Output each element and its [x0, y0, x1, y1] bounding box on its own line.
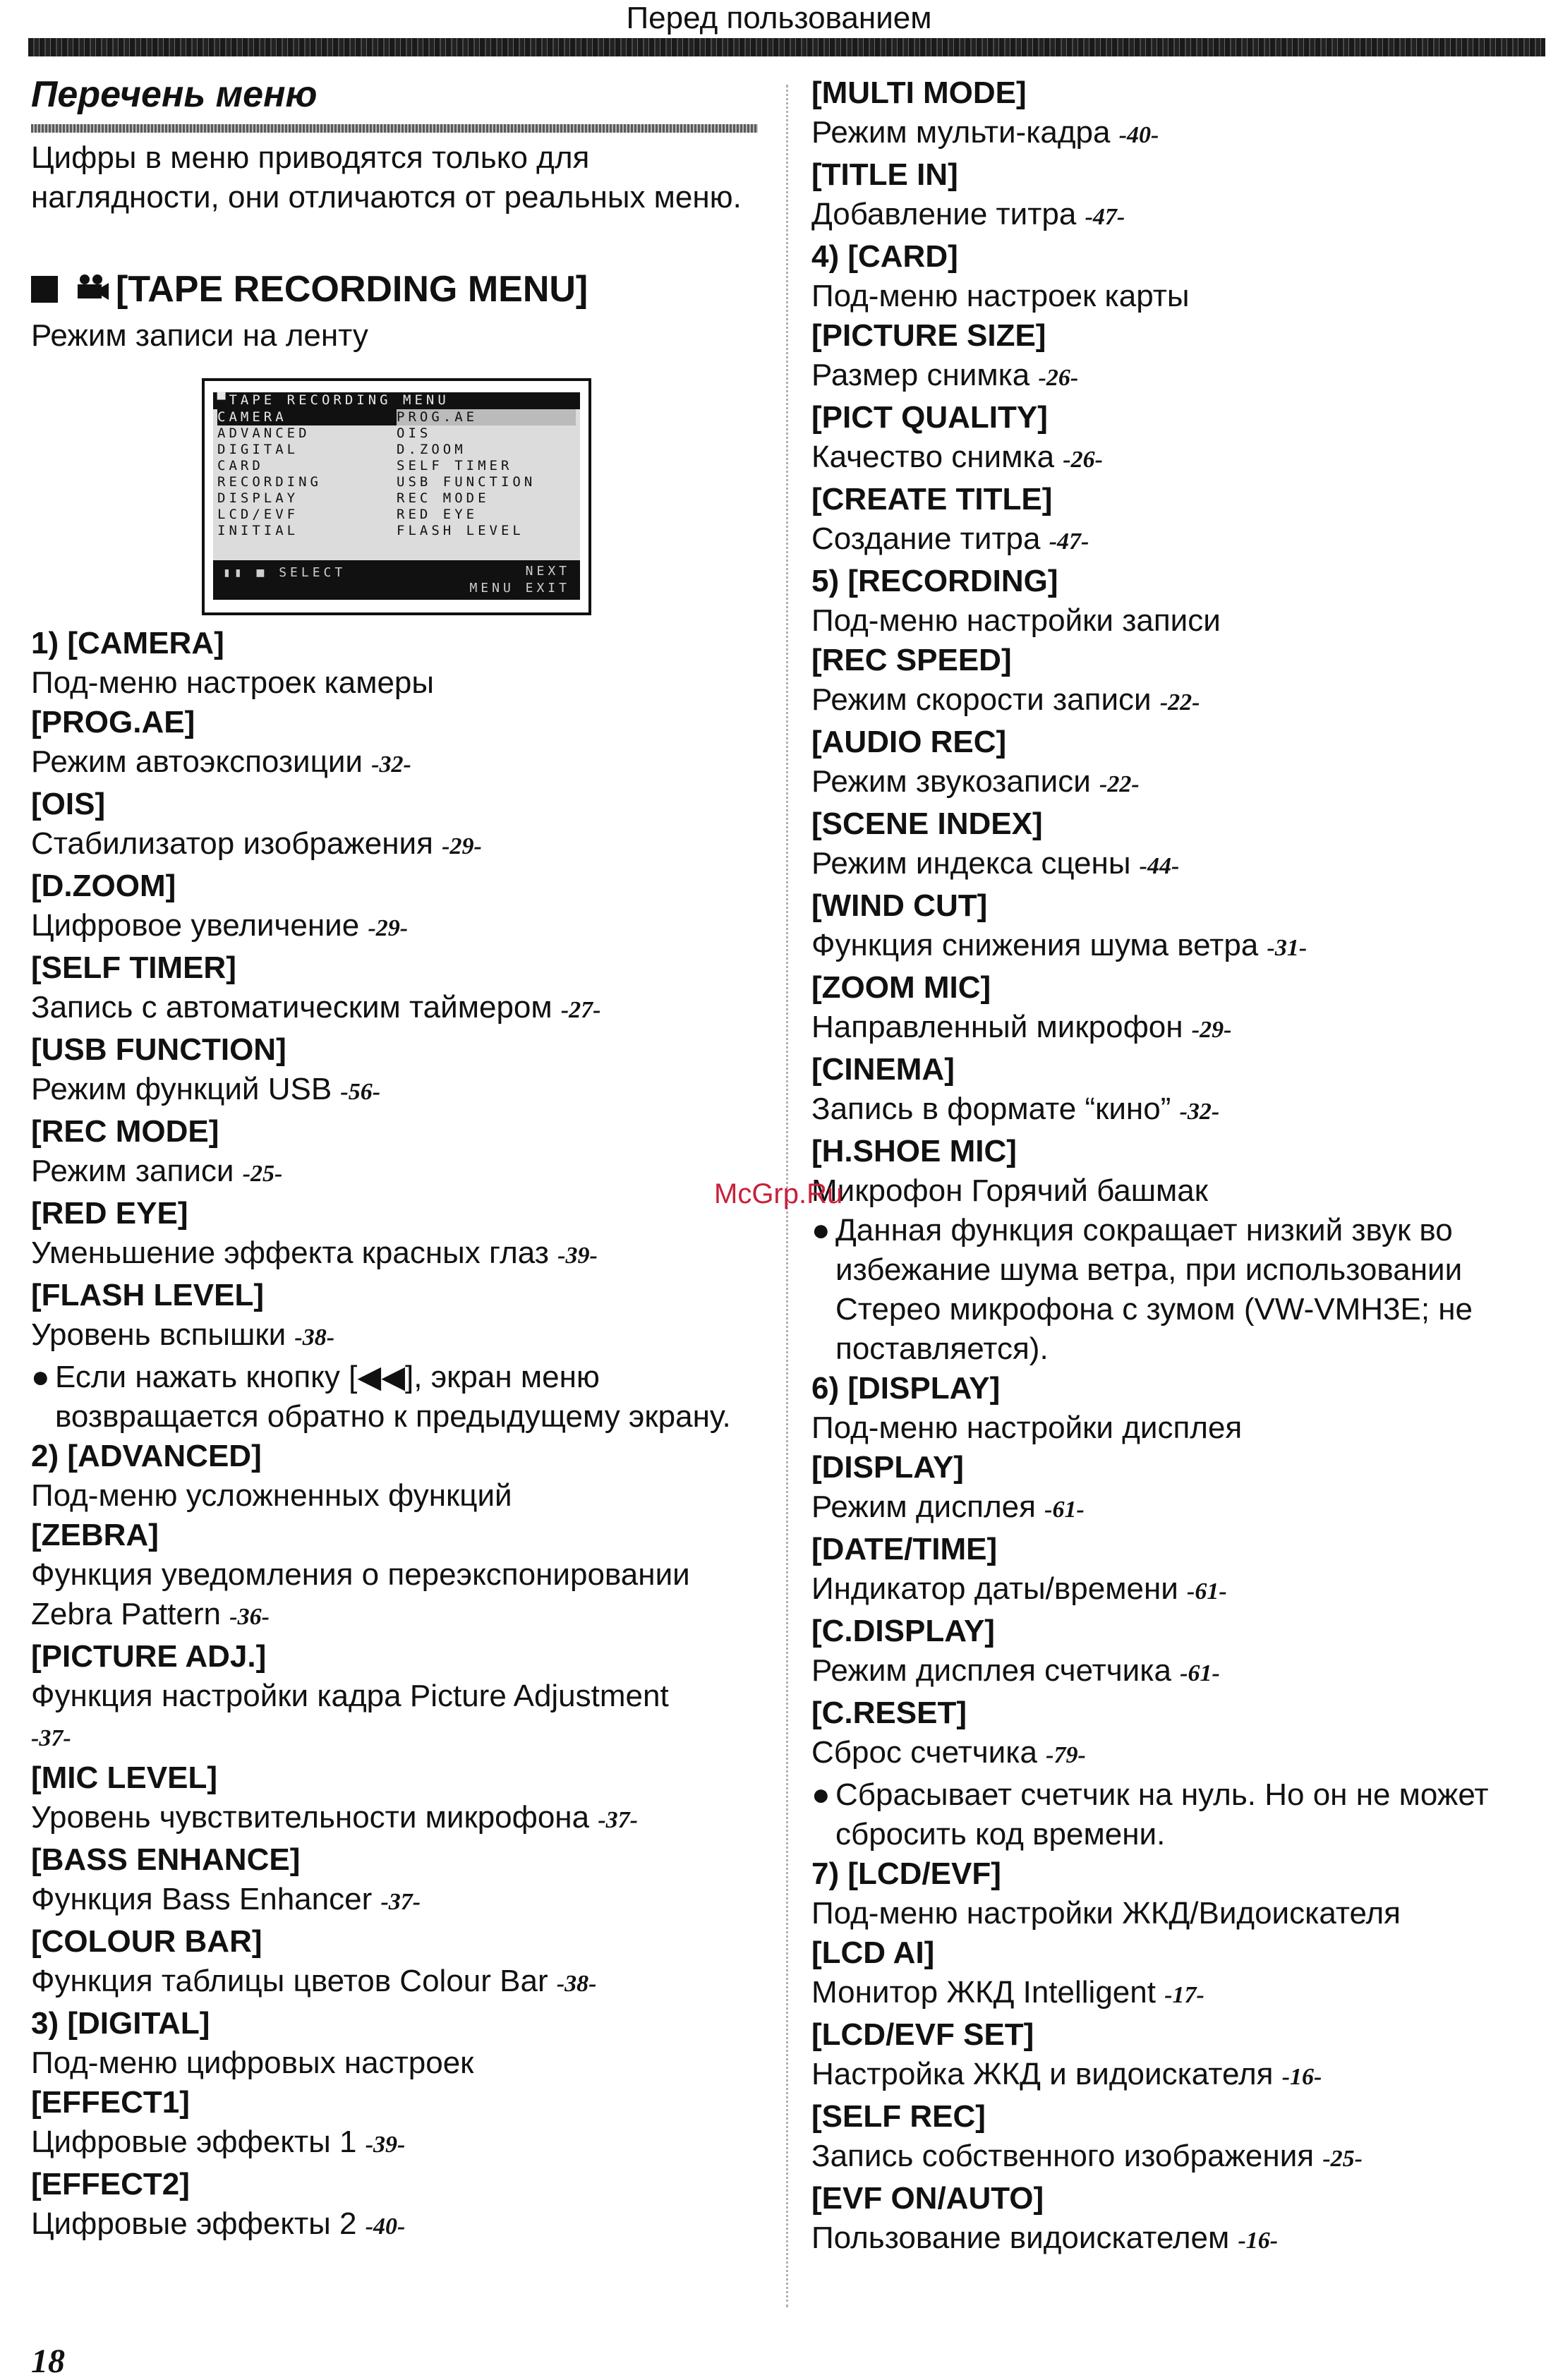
entry-text: Под-меню настроек карты	[811, 279, 1190, 313]
menu-item-heading	[811, 804, 1552, 844]
menu-item-description	[811, 1408, 1552, 1448]
menu-screen-items	[213, 409, 580, 539]
menu-screen-item: DISPLAY	[217, 490, 299, 506]
page-reference: -32-	[1179, 1099, 1220, 1125]
menu-screen-item: D.ZOOM	[397, 442, 466, 457]
entry-text: Функция настройки кадра Picture Adjustment	[31, 1679, 669, 1713]
entry-text: Под-меню настроек камеры	[31, 665, 435, 700]
menu-item-description	[31, 1716, 772, 1758]
entry-text: [ZEBRA]	[31, 1518, 159, 1552]
page-reference: -16-	[1281, 2064, 1322, 2090]
page-reference: -31-	[1267, 935, 1308, 961]
entry-text: 2) [ADVANCED]	[31, 1439, 262, 1473]
entry-text: [MIC LEVEL]	[31, 1760, 217, 1795]
entry-text: [EFFECT2]	[31, 2167, 190, 2201]
menu-item-heading	[31, 1030, 772, 1070]
entry-text: Режим записи	[31, 1154, 243, 1188]
page-reference: -25-	[242, 1161, 283, 1187]
entry-text: [PICTURE ADJ.]	[31, 1639, 267, 1674]
entry-text: [CINEMA]	[811, 1052, 955, 1087]
menu-screen-item: LCD/EVF	[217, 507, 299, 522]
menu-item-heading	[31, 1437, 772, 1476]
menu-item-description	[31, 1962, 772, 2004]
entry-text: 1) [CAMERA]	[31, 626, 224, 660]
menu-item-heading	[811, 155, 1552, 195]
menu-item-description	[811, 2218, 1552, 2261]
menu-item-heading	[31, 2083, 772, 2122]
page-reference: -26-	[1063, 447, 1103, 473]
menu-item-description	[811, 1089, 1552, 1132]
menu-screen-item: USB FUNCTION	[397, 474, 536, 490]
intro-text: Цифры в меню приводятся только для наглядности, они отличаются от реальных меню.	[31, 140, 742, 215]
page-reference: -56-	[340, 1079, 381, 1105]
entry-text: [C.DISPLAY]	[811, 1614, 995, 1648]
page-reference: -29-	[1191, 1017, 1232, 1043]
entry-text: Функция Bass Enhancer	[31, 1882, 381, 1916]
menu-item-description	[811, 1973, 1552, 2015]
menu-item-heading	[811, 2179, 1552, 2218]
watermark: McGrp.Ru	[714, 1178, 843, 1209]
menu-item-heading	[811, 1050, 1552, 1089]
menu-screen-item: ADVANCED	[217, 425, 310, 441]
entry-text: Под-меню настройки дисплея	[811, 1411, 1243, 1445]
menu-item-description	[811, 1008, 1552, 1050]
header-bar	[28, 38, 1545, 56]
entry-text: Цифровые эффекты 1	[31, 2125, 366, 2159]
note-bullet	[31, 1358, 772, 1437]
menu-item-description	[811, 519, 1552, 562]
menu-item-heading	[811, 1530, 1552, 1569]
menu-item-heading	[811, 480, 1552, 519]
menu-item-description	[811, 762, 1552, 804]
entry-text: Пользование видоискателем	[811, 2221, 1238, 2255]
page-header-title: Перед пользованием	[626, 1, 932, 35]
menu-screen-item: CARD	[217, 458, 264, 473]
menu-item-heading	[811, 1132, 1552, 1171]
entry-text: Режим мульти-кадра	[811, 115, 1119, 150]
entry-text: 3) [DIGITAL]	[31, 2006, 210, 2041]
menu-item-heading	[31, 1276, 772, 1315]
menu-item-heading	[811, 1448, 1552, 1487]
page-reference: -40-	[365, 2213, 406, 2240]
menu-item-description	[31, 824, 772, 866]
menu-screen-item: CAMERA	[217, 409, 397, 425]
entry-text: Режим автоэкспозиции	[31, 744, 372, 779]
entry-text: Цифровые эффекты 2	[31, 2206, 366, 2241]
page-reference: -39-	[557, 1243, 598, 1269]
entry-text: [LCD AI]	[811, 1935, 935, 1970]
entry-text: Zebra Pattern	[31, 1597, 230, 1631]
lcd-camera-icon: ▀	[217, 392, 229, 408]
menu-item-heading	[31, 866, 772, 906]
square-bullet-icon	[31, 276, 58, 303]
menu-item-description	[31, 742, 772, 785]
entry-text: [REC SPEED]	[811, 643, 1012, 677]
entry-text: [OIS]	[31, 787, 106, 821]
menu-item-description	[31, 1555, 772, 1595]
footer-select: ▮▮ ■ SELECT	[223, 565, 346, 580]
entry-text: Режим функций USB	[31, 1072, 341, 1106]
menu-item-description	[31, 1880, 772, 1922]
menu-screen-left-column	[217, 409, 397, 539]
menu-screen-item: SELF TIMER	[397, 458, 513, 473]
entry-text: [TITLE IN]	[811, 157, 958, 192]
entry-text: [LCD/EVF SET]	[811, 2017, 1034, 2052]
menu-item-description	[811, 277, 1552, 316]
page-reference: -29-	[442, 833, 482, 859]
menu-item-description	[811, 1733, 1552, 1775]
page-reference: -17-	[1164, 1982, 1204, 2008]
entry-text: Под-меню настройки ЖКД/Видоискателя	[811, 1896, 1401, 1931]
menu-item-heading	[811, 1693, 1552, 1733]
menu-item-description	[811, 113, 1552, 155]
entry-text: Режим индекса сцены	[811, 846, 1140, 881]
menu-screen-footer	[213, 560, 580, 600]
camera-icon	[76, 268, 109, 310]
menu-item-heading	[811, 1854, 1552, 1894]
entry-text: [SELF REC]	[811, 2099, 986, 2134]
footer-exit: MENU EXIT	[469, 581, 570, 596]
entry-text: 4) [CARD]	[811, 239, 958, 274]
page-reference: -44-	[1139, 853, 1180, 879]
menu-item-heading	[31, 2165, 772, 2204]
menu-item-heading	[811, 641, 1552, 680]
entry-text: Стабилизатор изображения	[31, 826, 442, 861]
entry-text: [PROG.AE]	[31, 705, 195, 739]
menu-item-heading	[31, 1637, 772, 1677]
menu-item-heading	[31, 1194, 772, 1233]
menu-item-description	[31, 988, 772, 1030]
entry-text: [C.RESET]	[811, 1696, 967, 1730]
entry-text: Функция снижения шума ветра	[811, 928, 1267, 962]
page-reference: -38-	[294, 1324, 335, 1351]
page-reference: -47-	[1085, 204, 1125, 230]
menu-screen-illustration	[202, 378, 591, 615]
entry-text: [PICTURE SIZE]	[811, 318, 1046, 353]
section-title: Перечень меню	[31, 74, 318, 115]
entry-text: Направленный микрофон	[811, 1010, 1192, 1044]
entry-text: 7) [LCD/EVF]	[811, 1856, 1001, 1891]
entry-text: Монитор ЖКД Intelligent	[811, 1975, 1165, 2010]
entry-text: [RED EYE]	[31, 1196, 188, 1231]
entry-text: Сбрасывает счетчик на нуль. Но он не может сбросить код времени.	[835, 1777, 1489, 1852]
entry-text: Уровень чувствительности микрофона	[31, 1800, 598, 1835]
menu-item-heading	[811, 2097, 1552, 2137]
page-reference: -47-	[1049, 528, 1089, 555]
menu-item-description	[811, 2137, 1552, 2179]
entry-text: [MULTI MODE]	[811, 75, 1027, 110]
menu-screen-item: FLASH LEVEL	[397, 523, 524, 538]
menu-item-description	[31, 1595, 772, 1637]
entry-text: 6) [DISPLAY]	[811, 1371, 1001, 1406]
entry-text: [D.ZOOM]	[31, 869, 176, 903]
menu-screen-title: ▀TAPE RECORDING MENU	[213, 392, 580, 409]
menu-item-heading	[811, 723, 1552, 762]
menu-screen-item: RED EYE	[397, 507, 478, 522]
entry-text: [EFFECT1]	[31, 2085, 190, 2120]
menu-item-heading	[811, 886, 1552, 926]
menu-item-description	[31, 2204, 772, 2247]
entry-text: Цифровое увеличение	[31, 908, 368, 943]
entry-text: Функция уведомления о переэкспонировании	[31, 1557, 690, 1592]
page-reference: -61-	[1044, 1497, 1085, 1523]
menu-item-description	[811, 844, 1552, 886]
entry-text: Уменьшение эффекта красных глаз	[31, 1236, 558, 1270]
menu-item-description	[31, 1798, 772, 1840]
page-reference: -22-	[1159, 689, 1200, 715]
entry-text: Под-меню усложненных функций	[31, 1478, 512, 1513]
entry-text: [REC MODE]	[31, 1114, 219, 1149]
page-reference: -61-	[1180, 1660, 1220, 1686]
menu-item-heading	[31, 2004, 772, 2043]
menu-item-description	[31, 1152, 772, 1194]
entry-text: Добавление титра	[811, 197, 1085, 231]
page-reference: -38-	[556, 1971, 597, 1997]
entry-text: Размер снимка	[811, 358, 1039, 392]
menu-screen	[213, 392, 580, 600]
menu-item-heading	[811, 562, 1552, 601]
page-reference: -26-	[1038, 365, 1079, 391]
entry-text: [BASS ENHANCE]	[31, 1842, 301, 1877]
page-reference: -37-	[31, 1725, 71, 1751]
menu-item-heading	[31, 1922, 772, 1962]
menu-subheading: Режим записи на ленту	[31, 318, 368, 353]
entry-text: Режим звукозаписи	[811, 764, 1100, 799]
entry-text: 5) [RECORDING]	[811, 564, 1058, 598]
page-reference: -36-	[229, 1604, 270, 1630]
menu-item-description	[811, 1894, 1552, 1933]
page-reference: -25-	[1322, 2146, 1363, 2172]
entry-text: Качество снимка	[811, 440, 1063, 474]
entry-text: Микрофон Горячий башмак	[811, 1173, 1209, 1208]
page-reference: -37-	[598, 1807, 638, 1833]
entry-text: [EVF ON/AUTO]	[811, 2181, 1044, 2216]
entry-text: Сброс счетчика	[811, 1735, 1046, 1770]
menu-screen-right-column	[397, 409, 576, 539]
menu-item-description	[31, 2122, 772, 2165]
entry-text: Настройка ЖКД и видоискателя	[811, 2057, 1282, 2091]
right-column-entries	[811, 73, 1552, 2261]
menu-item-description	[811, 1569, 1552, 1612]
entry-text: [ZOOM MIC]	[811, 970, 991, 1005]
entry-text: [SCENE INDEX]	[811, 807, 1043, 841]
menu-item-description	[811, 1171, 1552, 1211]
menu-item-description	[811, 1487, 1552, 1530]
menu-item-heading	[31, 1758, 772, 1798]
menu-item-heading	[811, 1612, 1552, 1651]
entry-text: [COLOUR BAR]	[31, 1924, 262, 1959]
entry-text: Под-меню настройки записи	[811, 603, 1221, 638]
page-reference: -29-	[368, 915, 409, 941]
menu-item-description	[31, 1476, 772, 1516]
entry-text: [CREATE TITLE]	[811, 482, 1053, 517]
menu-heading	[31, 268, 588, 310]
page-reference: -40-	[1118, 122, 1159, 148]
entry-text: [SELF TIMER]	[31, 950, 236, 985]
entry-text: Если нажать кнопку [◀◀], экран меню возвращается обратно к предыдущему экрану.	[55, 1360, 731, 1434]
entry-text: Запись в формате “кино”	[811, 1092, 1180, 1126]
menu-item-description	[811, 437, 1552, 480]
menu-item-heading	[31, 785, 772, 824]
bullet-dot-icon: ●	[31, 1360, 50, 1394]
page-reference: -16-	[1238, 2228, 1279, 2254]
menu-screen-item: INITIAL	[217, 523, 299, 538]
entry-text: Режим дисплея счетчика	[811, 1653, 1180, 1688]
menu-item-description	[31, 663, 772, 703]
menu-item-heading	[31, 948, 772, 988]
menu-item-description	[811, 1651, 1552, 1693]
menu-screen-item: RECORDING	[217, 474, 322, 490]
left-column-entries	[31, 624, 772, 2247]
menu-item-heading	[31, 703, 772, 742]
entry-text: [FLASH LEVEL]	[31, 1278, 264, 1312]
page-reference: -27-	[560, 997, 601, 1023]
entry-text: Функция таблицы цветов Colour Bar	[31, 1964, 557, 1998]
menu-item-heading	[31, 1516, 772, 1555]
menu-screen-item: PROG.AE	[397, 409, 576, 425]
menu-item-description	[31, 1070, 772, 1112]
menu-item-heading	[811, 2015, 1552, 2055]
entry-text: [DISPLAY]	[811, 1450, 964, 1485]
page-reference: -61-	[1187, 1578, 1227, 1605]
entry-text: [DATE/TIME]	[811, 1532, 998, 1566]
menu-item-heading	[811, 237, 1552, 277]
page-number: 18	[31, 2343, 65, 2380]
entry-text: Уровень вспышки	[31, 1317, 295, 1352]
menu-item-description	[811, 356, 1552, 398]
menu-item-description	[811, 2055, 1552, 2097]
menu-item-description	[31, 1677, 772, 1716]
entry-text: Режим дисплея	[811, 1490, 1045, 1524]
bullet-dot-icon: ●	[811, 1213, 831, 1248]
entry-text: Данная функция сокращает низкий звук во избежание шума ветра, при использовании Стерео микрофона с зумом (VW-VMH3E; не поставляется).	[835, 1213, 1473, 1366]
menu-item-heading	[811, 1933, 1552, 1973]
entry-text: Запись собственного изображения	[811, 2139, 1323, 2173]
menu-item-heading	[31, 1112, 772, 1152]
menu-item-description	[31, 1315, 772, 1358]
menu-item-heading	[31, 624, 772, 663]
menu-item-heading	[811, 1369, 1552, 1408]
page-reference: -39-	[365, 2132, 406, 2158]
note-bullet	[811, 1775, 1552, 1854]
entry-text: [USB FUNCTION]	[31, 1032, 286, 1067]
page-reference: -32-	[371, 751, 411, 778]
section-rule	[31, 124, 758, 133]
entry-text: Создание титра	[811, 521, 1049, 556]
menu-item-heading	[811, 316, 1552, 356]
menu-item-heading	[811, 73, 1552, 113]
menu-item-description	[811, 926, 1552, 968]
menu-item-description	[31, 1233, 772, 1276]
menu-item-description	[31, 2043, 772, 2083]
page-reference: -37-	[380, 1889, 421, 1915]
entry-text: [H.SHOE MIC]	[811, 1134, 1017, 1168]
menu-screen-item: DIGITAL	[217, 442, 299, 457]
menu-item-description	[811, 195, 1552, 237]
menu-item-description	[811, 680, 1552, 723]
entry-text: [PICT QUALITY]	[811, 400, 1048, 435]
menu-item-heading	[811, 968, 1552, 1008]
menu-item-heading	[811, 398, 1552, 437]
menu-item-heading	[31, 1840, 772, 1880]
page-reference: -79-	[1046, 1742, 1086, 1768]
menu-heading-label: [TAPE RECORDING MENU]	[116, 269, 588, 310]
menu-item-description	[31, 906, 772, 948]
entry-text: Под-меню цифровых настроек	[31, 2046, 474, 2080]
page-reference: -22-	[1099, 771, 1140, 797]
note-bullet	[811, 1211, 1552, 1369]
menu-screen-item: OIS	[397, 425, 432, 441]
entry-text: Запись с автоматическим таймером	[31, 990, 561, 1025]
bullet-dot-icon: ●	[811, 1777, 831, 1812]
select-buttons-icon: ▮▮ ■	[223, 565, 279, 580]
entry-text: Режим скорости записи	[811, 682, 1160, 717]
entry-text: [AUDIO REC]	[811, 725, 1007, 759]
entry-text: Индикатор даты/времени	[811, 1571, 1188, 1606]
entry-text: [WIND CUT]	[811, 888, 988, 923]
menu-item-description	[811, 601, 1552, 641]
footer-next: NEXT	[525, 564, 570, 579]
menu-screen-item: REC MODE	[397, 490, 490, 506]
